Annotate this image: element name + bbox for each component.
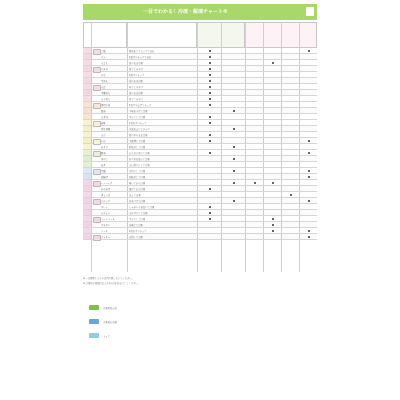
- method-text: 小分けにして冷凍: [129, 212, 148, 215]
- method-text: 1枚ずつ広げてラップ: [129, 104, 152, 107]
- food-name: 薄切り肉: [101, 104, 111, 107]
- check-dot: [308, 236, 310, 238]
- legend-text: 冷凍用保存袋: [103, 307, 117, 310]
- method-text: 袋のまま冷凍: [129, 92, 143, 95]
- chart-rows: [83, 48, 317, 240]
- food-name: うどん: [101, 62, 108, 65]
- method-text: 衣をつけて冷凍: [129, 200, 146, 203]
- check-dot: [209, 188, 211, 190]
- check-dot: [308, 230, 310, 232]
- check-dot: [209, 122, 211, 124]
- method-text: ゆでて小分け: [129, 86, 143, 89]
- check-dot: [290, 194, 292, 196]
- method-text: 粗熱をとりラップで包む: [129, 50, 155, 53]
- food-name: ケーキ: [101, 230, 108, 233]
- food-name: きのこ: [101, 158, 108, 161]
- category-band: [83, 180, 317, 240]
- method-text: 袋のまま冷凍: [129, 80, 143, 83]
- food-name: パスタ: [101, 68, 108, 71]
- food-icon: [93, 235, 101, 241]
- legend-text: ラップ: [103, 335, 110, 338]
- check-dot: [308, 170, 310, 172]
- check-dot: [209, 50, 211, 52]
- category-band: [83, 102, 317, 120]
- check-dot: [272, 224, 274, 226]
- food-name: ねぎ: [101, 164, 106, 167]
- check-dot: [209, 74, 211, 76]
- legend-item: [83, 304, 317, 312]
- method-text: 密閉して冷凍: [129, 236, 143, 239]
- legend-item: [83, 332, 317, 340]
- title-banner: [83, 4, 317, 20]
- food-name: グラタン: [101, 224, 111, 227]
- method-text: 袋のまま冷凍: [129, 62, 143, 65]
- food-name: カレー: [101, 206, 108, 209]
- method-text: 平らにして冷凍: [129, 218, 146, 221]
- food-name: ご飯: [101, 50, 106, 53]
- food-name: そうめん: [101, 98, 111, 101]
- food-name: ミートソース: [101, 218, 115, 221]
- method-text: 砂抜きして冷凍: [129, 146, 146, 149]
- legend-text: 冷凍保存容器: [103, 321, 117, 324]
- check-dot: [308, 152, 310, 154]
- check-dot: [233, 182, 235, 184]
- method-text: 揚げてから冷凍: [129, 188, 146, 191]
- food-name: 切り身魚: [101, 128, 111, 131]
- food-name: 生めん: [101, 80, 108, 83]
- method-text: 容器ごと冷凍: [129, 224, 143, 227]
- food-name: コロッケ: [101, 200, 111, 203]
- product-icon: [89, 305, 99, 310]
- method-text: 下味をつけて冷凍: [129, 110, 148, 113]
- method-text: 1枚ずつラップで包む: [129, 56, 152, 59]
- method-text: かためにゆでて冷凍: [129, 152, 150, 155]
- footer-note: ※ 一度解凍したものは再冷凍しないでください。: [83, 277, 134, 280]
- footer-note: ※ 冷凍保存期間はおよそ1か月を目安にしてください。: [83, 282, 140, 285]
- check-dot: [209, 116, 211, 118]
- footer-notes: [83, 276, 317, 286]
- product-icon: [89, 333, 99, 338]
- food-name: もち: [101, 74, 106, 77]
- food-name: えび: [101, 134, 106, 137]
- food-name: からあげ: [101, 188, 111, 191]
- method-text: 石づきを取って冷凍: [129, 158, 150, 161]
- food-name: 野菜: [101, 152, 106, 155]
- check-dot: [308, 50, 310, 52]
- check-dot: [233, 200, 235, 202]
- check-dot: [272, 62, 274, 64]
- banner-tab-icon: [306, 7, 314, 16]
- category-band: [83, 48, 317, 102]
- food-name: 鶏肉: [101, 110, 106, 113]
- food-name: ハンバーグ: [101, 182, 113, 185]
- category-band: [83, 120, 317, 150]
- method-text: 包んで冷凍: [129, 194, 141, 197]
- product-icon: [89, 319, 99, 324]
- check-dot: [308, 176, 310, 178]
- food-name: ひき肉: [101, 116, 108, 119]
- method-text: 焼いてから冷凍: [129, 182, 146, 185]
- page-title: 一目でわかる！冷凍・解凍チャート®: [143, 9, 228, 15]
- check-dot: [272, 182, 274, 184]
- check-dot: [308, 140, 310, 142]
- header-cell-food: [83, 22, 127, 48]
- food-name: 油揚げ: [101, 176, 108, 179]
- check-dot: [209, 86, 211, 88]
- food-name: シチュー: [101, 212, 111, 215]
- check-dot: [272, 230, 274, 232]
- check-dot: [209, 104, 211, 106]
- check-dot: [209, 218, 211, 220]
- check-dot: [209, 134, 211, 136]
- food-name: 刺身: [101, 122, 106, 125]
- method-text: ゆでて小分け: [129, 68, 143, 71]
- check-dot: [209, 92, 211, 94]
- check-dot: [209, 80, 211, 82]
- category-band: [83, 150, 317, 168]
- check-dot: [209, 62, 211, 64]
- chart-page: [83, 4, 317, 374]
- method-text: ゆでて小分け: [129, 98, 143, 101]
- check-dot: [209, 206, 211, 208]
- method-text: 1切れずつラップ: [129, 230, 147, 233]
- check-dot: [233, 158, 235, 160]
- header-cell-method: [127, 22, 197, 48]
- food-name: クッキー: [101, 236, 111, 239]
- food-name: あさり: [101, 146, 108, 149]
- method-text: 水切りして冷凍: [129, 170, 146, 173]
- check-dot: [209, 212, 211, 214]
- check-dot: [272, 218, 274, 220]
- food-name: そば: [101, 86, 106, 89]
- check-dot: [233, 170, 235, 172]
- food-name: 豆腐: [101, 170, 106, 173]
- check-dot: [233, 146, 235, 148]
- method-text: 1個ずつラップ: [129, 74, 145, 77]
- check-dot: [233, 128, 235, 130]
- check-dot: [209, 56, 211, 58]
- method-text: じゃがいもを除いて冷凍: [129, 206, 155, 209]
- method-text: 水気をふいてラップ: [129, 128, 150, 131]
- method-text: 小口切りにして冷凍: [129, 164, 150, 167]
- check-dot: [308, 200, 310, 202]
- check-dot: [254, 182, 256, 184]
- check-dot: [233, 110, 235, 112]
- table-row: [83, 234, 317, 240]
- food-name: 中華めん: [101, 92, 111, 95]
- check-dot: [209, 98, 211, 100]
- method-text: 平らにして冷凍: [129, 116, 146, 119]
- method-text: 下処理して冷凍: [129, 140, 146, 143]
- legend-item: [83, 318, 317, 326]
- category-band: [83, 168, 317, 180]
- check-dot: [209, 68, 211, 70]
- food-name: パン: [101, 56, 106, 59]
- method-text: 油抜きして冷凍: [129, 176, 146, 179]
- check-dot: [209, 152, 211, 154]
- food-name: いか: [101, 140, 106, 143]
- method-text: 1切れずつラップ: [129, 122, 147, 125]
- check-dot: [209, 140, 211, 142]
- method-text: 殻つきのまま冷凍: [129, 134, 148, 137]
- food-name: ぎょうざ: [101, 194, 111, 197]
